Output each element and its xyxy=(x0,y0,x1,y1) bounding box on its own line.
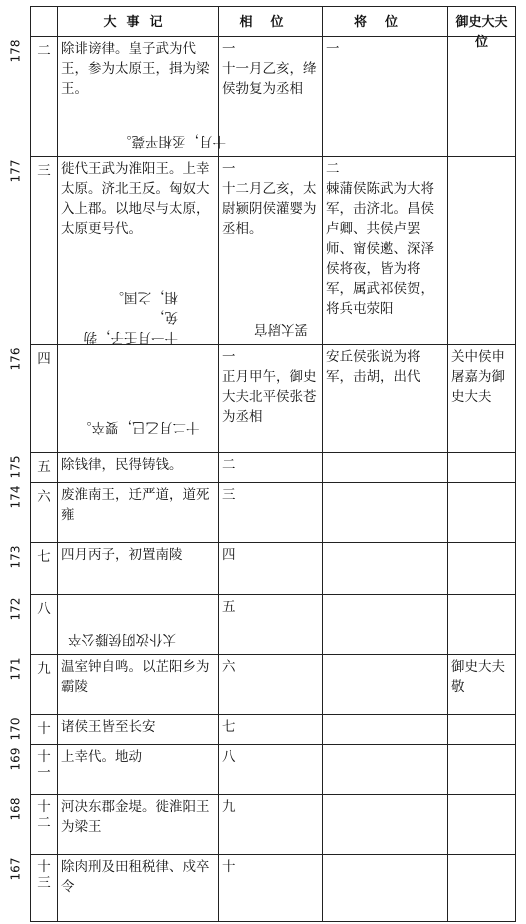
inverted-chancellor-note: 罢太尉官 xyxy=(254,321,308,337)
bce-year-label: 171 xyxy=(8,657,22,681)
reign-year-number: 六 xyxy=(30,483,57,542)
bce-year-label: 170 xyxy=(8,717,22,741)
censor-cell xyxy=(447,715,516,744)
events-cell: 上幸代。地动 xyxy=(57,745,218,794)
general-cell xyxy=(322,543,447,594)
chancellor-cell: 九 xyxy=(218,795,322,854)
events-cell: 除钱律，民得铸钱。 xyxy=(57,453,218,482)
censor-cell xyxy=(447,795,516,854)
censor-cell xyxy=(447,483,516,542)
events-cell: 四月丙子，初置南陵 xyxy=(57,543,218,594)
inverted-event-note: 十一月壬子，勃免， 相，之国。 xyxy=(83,289,178,345)
general-cell xyxy=(322,795,447,854)
bce-year-label: 178 xyxy=(8,39,22,63)
bce-year-label: 176 xyxy=(8,347,22,371)
inverted-event-note: 太仆汝阴侯滕公卒 xyxy=(68,631,176,647)
inverted-event-note: 十二月乙巳，婴卒。 xyxy=(78,419,200,435)
chancellor-cell: 五 xyxy=(218,595,322,654)
table-header xyxy=(30,6,516,50)
table-row xyxy=(30,452,516,482)
events-cell: 河决东郡金堤。徙淮阳王为梁王 xyxy=(57,795,218,854)
general-cell xyxy=(322,855,447,921)
chancellor-cell: 八 xyxy=(218,745,322,794)
reign-year-number: 八 xyxy=(30,595,57,654)
chancellor-cell: 三 xyxy=(218,483,322,542)
table-row xyxy=(30,654,516,714)
bce-year-label: 167 xyxy=(8,857,22,881)
chancellor-cell: 十 xyxy=(218,855,322,921)
chancellor-cell: 一 正月甲午，御史大夫北平侯张苍为丞相 xyxy=(218,345,322,452)
table-row xyxy=(30,344,516,452)
general-cell xyxy=(322,655,447,714)
table-row xyxy=(30,714,516,744)
header-number xyxy=(30,7,57,36)
general-cell xyxy=(322,715,447,744)
general-cell xyxy=(322,745,447,794)
events-cell: 除肉刑及田租税律、戍卒令 xyxy=(57,855,218,921)
table-row xyxy=(30,482,516,542)
reign-year-number: 二 xyxy=(30,37,57,156)
censor-cell xyxy=(447,855,516,921)
bce-year-label: 175 xyxy=(8,455,22,479)
censor-cell xyxy=(447,453,516,482)
reign-year-number: 五 xyxy=(30,453,57,482)
events-cell xyxy=(57,595,218,654)
reign-year-number: 十 一 xyxy=(30,745,57,794)
bce-year-label: 169 xyxy=(8,747,22,771)
censor-cell xyxy=(447,157,516,344)
chancellor-cell: 六 xyxy=(218,655,322,714)
events-cell: 诸侯王皆至长安 xyxy=(57,715,218,744)
bce-year-label: 174 xyxy=(8,485,22,509)
events-cell: 徙代王武为淮阳王。上幸太原。济北王反。匈奴大入上郡。以地尽与太原，太原更号代。 十一月壬子，勃免， 相，之国。 xyxy=(57,157,218,344)
chancellor-cell: 一 十一月乙亥，绛侯勃复为丞相 xyxy=(218,37,322,156)
chancellor-cell: 二 xyxy=(218,453,322,482)
chancellor-cell: 一 十二月乙亥，太尉颍阴侯灌婴为丞相。 罢太尉官 xyxy=(218,157,322,344)
table-row xyxy=(30,854,516,922)
censor-cell xyxy=(447,37,516,156)
header-events: 大事记 xyxy=(57,7,218,36)
reign-year-number: 十 xyxy=(30,715,57,744)
reign-year-number: 三 xyxy=(30,157,57,344)
censor-cell xyxy=(447,543,516,594)
reign-year-number: 十 二 xyxy=(30,795,57,854)
bce-year-label: 168 xyxy=(8,797,22,821)
table-row xyxy=(30,744,516,794)
general-cell xyxy=(322,595,447,654)
table-row xyxy=(30,542,516,594)
bce-year-label: 172 xyxy=(8,597,22,621)
general-cell: 二 棘蒲侯陈武为大将军，击济北。昌侯卢卿、共侯卢罢师、甯侯遬、深泽侯将夜，皆为将军，属武祁侯贺，将兵屯荥阳 xyxy=(322,157,447,344)
reign-year-number: 四 xyxy=(30,345,57,452)
table-row xyxy=(30,594,516,654)
chancellor-cell: 四 xyxy=(218,543,322,594)
events-cell: 除诽谤律。皇子武为代王，参为太原王，揖为梁王。 十月，丞相平薨。 xyxy=(57,37,218,156)
header-general: 将位 xyxy=(322,7,447,36)
events-cell: 温室钟自鸣。以芷阳乡为霸陵 xyxy=(57,655,218,714)
reign-year-number: 七 xyxy=(30,543,57,594)
censor-cell: 御史大夫敬 xyxy=(447,655,516,714)
general-cell xyxy=(322,483,447,542)
inverted-event-note: 十月，丞相平薨。 xyxy=(118,133,226,149)
bce-year-label: 177 xyxy=(8,159,22,183)
table-row xyxy=(30,794,516,854)
events-cell xyxy=(57,345,218,452)
censor-cell xyxy=(447,595,516,654)
bce-year-label: 173 xyxy=(8,545,22,569)
header-chancellor: 相位 xyxy=(218,7,322,36)
censor-cell: 关中侯申屠嘉为御史大夫 xyxy=(447,345,516,452)
header-censor: 御史大夫位 xyxy=(447,7,516,36)
general-cell: 安丘侯张说为将军，击胡，出代 xyxy=(322,345,447,452)
reign-year-number: 十 三 xyxy=(30,855,57,921)
censor-cell xyxy=(447,745,516,794)
general-cell xyxy=(322,453,447,482)
table-row xyxy=(30,36,516,156)
reign-year-number: 九 xyxy=(30,655,57,714)
general-cell: 一 xyxy=(322,37,447,156)
events-cell: 废淮南王，迁严道，道死雍 xyxy=(57,483,218,542)
table-row xyxy=(30,156,516,344)
chancellor-cell: 七 xyxy=(218,715,322,744)
